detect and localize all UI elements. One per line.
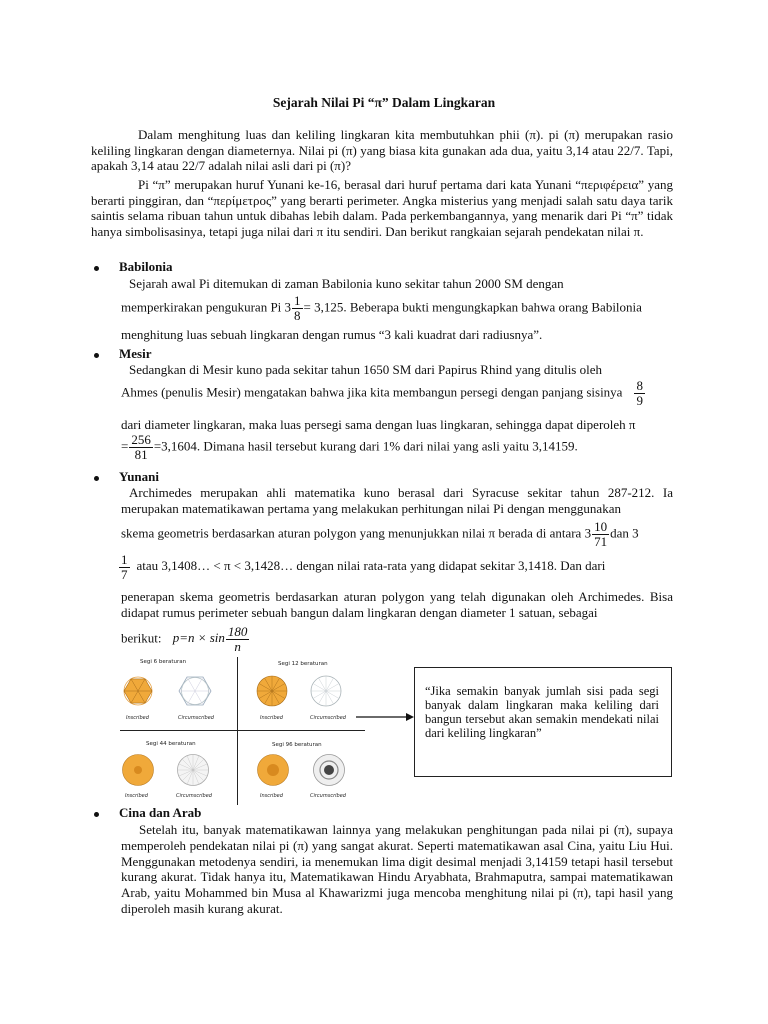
label-inscribed: Inscribed [260,715,283,721]
dodecagon-circumscribed [311,676,341,706]
section-babilonia-heading: Babilonia [94,259,172,275]
mesir-line-4: = $\frac{256}{81}$ =3,1604. Dimana hasil tersebut kurang dari 1% dari nilai yang asli yaitu 3,14159. [121,432,578,462]
yunani-line-4: $\frac{1}{7}$ atau 3,1408… < π < 3,1428… dengan nilai rata-rata yang didapat sekitar 3,1418. Dan dari [121,552,606,582]
yunani-paragraph-1: Archimedes merupakan ahli matematika kuno berasal dari Syracuse sekitar tahun 287-212. Ia merupakan matematikawan pertama yang melakukan perhitungan nilai Pi dengan menggunakan [121,485,673,516]
dodecagon-inscribed [257,676,287,706]
polygon-44-inscribed [123,755,154,786]
polygon-44-circumscribed [178,755,209,786]
label-inscribed: Inscribed [125,793,148,799]
caption-segi-96: Segi 96 beraturan [272,742,322,748]
section-cina-arab-heading: Cina dan Arab [94,805,201,821]
mesir-line-3: dari diameter lingkaran, maka luas persegi sama dengan luas lingkaran, sehingga dapat diperoleh π [121,417,636,432]
hexagon-inscribed [124,677,152,705]
label-circumscribed: Circumscribed [176,793,212,799]
polygon-96-inscribed [258,755,289,786]
intro-paragraph-1: Dalam menghitung luas dan keliling lingkaran kita membutuhkan phii (π). pi (π) merupakan rasio keliling lingkaran dengan diameternya. Nilai pi (π) yang biasa kita gunakan ada dua, yaitu 3,14 atau 22/7. Tapi, apakah 3,14 atau 22/7 adalah nilai asli dari pi (π)? [91,127,673,174]
polygon-approximation-figure [120,657,365,805]
polygon-diagrams-svg [120,657,365,805]
bullet-icon [94,266,99,271]
fraction-256-81: $\frac{256}{81}$ [131,432,151,462]
yunani-paragraph-2: penerapan skema geometris berdasarkan aturan polygon yang telah digunakan oleh Archimedes. Bisa didapat rumus perimeter sebuah bangun dalam lingkaran dengan diameter 1 satuan, sebagai [121,589,673,620]
fraction-10-71: $\frac{10}{71}$ [594,519,608,549]
label-circumscribed: Circumscribed [310,793,346,799]
arrow-icon [356,710,416,724]
polygon-96-circumscribed [314,755,345,786]
caption-segi-44: Segi 44 beraturan [146,741,196,747]
page-title: Sejarah Nilai Pi “π” Dalam Lingkaran [272,95,496,110]
fraction-eight-ninths: $\frac{8}{9}$ [636,378,643,408]
intro-paragraph-2: Pi “π” merupakan huruf Yunani ke-16, berasal dari huruf pertama dari kata Yunani “περιφέρεια” yang berarti pinggiran, dan “περίμετρος” yang berarti perimeter. Angka misterius yang menjadi salah satu daya tarik saintis selama ribuan tahun untuk dibahas lebih dalam. Pada perkembangannya, yang menarik dari Pi “π” tidak hanya simbolisasinya, tetapi juga nilai dari π itu sendiri. Dan berikut rangkaian sejarah pendekatan nilai π. [91,177,673,239]
section-yunani-heading: Yunani [94,469,159,485]
yunani-line-3: skema geometris berdasarkan aturan polygon yang menunjukkan nilai π berada di antara 3 $\frac{10}{71}$ dan 3 [121,519,639,549]
perimeter-formula: p=n × sin [172,630,225,646]
label-inscribed: Inscribed [126,715,149,721]
hexagon-circumscribed [179,677,211,705]
mesir-line-2: Ahmes (penulis Mesir) mengatakan bahwa jika kita membangun persegi dengan panjang sisinya $\frac{8}{9}$ [121,378,643,408]
fraction-180-n: $\frac{180}{n}$ [227,624,248,654]
bullet-icon [94,812,99,817]
yunani-formula-line: berikut: p=n × sin $\frac{180}{n}$ [121,624,248,654]
fraction-one-eighth: $\frac{1}{8}$ [294,293,301,323]
label-circumscribed: Circumscribed [178,715,214,721]
caption-segi-12: Segi 12 beraturan [278,661,328,667]
label-inscribed: Inscribed [260,793,283,799]
bullet-icon [94,353,99,358]
babilonia-line-3: menghitung luas sebuah lingkaran dengan rumus “3 kali kuadrat dari radiusnya”. [121,327,543,342]
mesir-line-1: Sedangkan di Mesir kuno pada sekitar tahun 1650 SM dari Papirus Rhind yang ditulis oleh [129,362,602,377]
section-mesir-heading: Mesir [94,346,151,362]
babilonia-line-2: memperkirakan pengukuran Pi 3 $\frac{1}{8}$ = 3,125. Beberapa bukti mengungkapkan bahwa orang Babilonia [121,293,642,323]
fraction-one-seventh: $\frac{1}{7}$ [121,552,128,582]
cina-arab-paragraph: Setelah itu, banyak matematikawan lainnya yang melakukan penghitungan pada nilai pi (π), supaya memperoleh pendekatan nilai pi (π) yang sangat akurat. Seperti matematikawan asal Cina, yaitu Liu Hui. Menggunakan metodenya sendiri, ia menemukan lima digit desimal menjadi 3,14159 tetapi hasil tersebut kurang akurat. Tidak hanya itu, Matematikawan Hindu Aryabhata, Brahmaputra, sampai matematikawan Arab, yaitu Mohammed bin Musa al Khawarizmi juga mencoba menghitung nilai pi (π), tapi hasil yang diperoleh masih kurang akurat. [121,822,673,916]
babilonia-line-1: Sejarah awal Pi ditemukan di zaman Babilonia kuno sekitar tahun 2000 SM dengan [129,276,564,291]
quote-box: “Jika semakin banyak jumlah sisi pada segi banyak dalam lingkaran maka keliling dari bangun tersebut akan semakin mendekati nilai dari keliling lingkaran” [414,667,672,777]
caption-segi-6: Segi 6 beraturan [140,659,187,665]
label-circumscribed: Circumscribed [310,715,346,721]
bullet-icon [94,476,99,481]
